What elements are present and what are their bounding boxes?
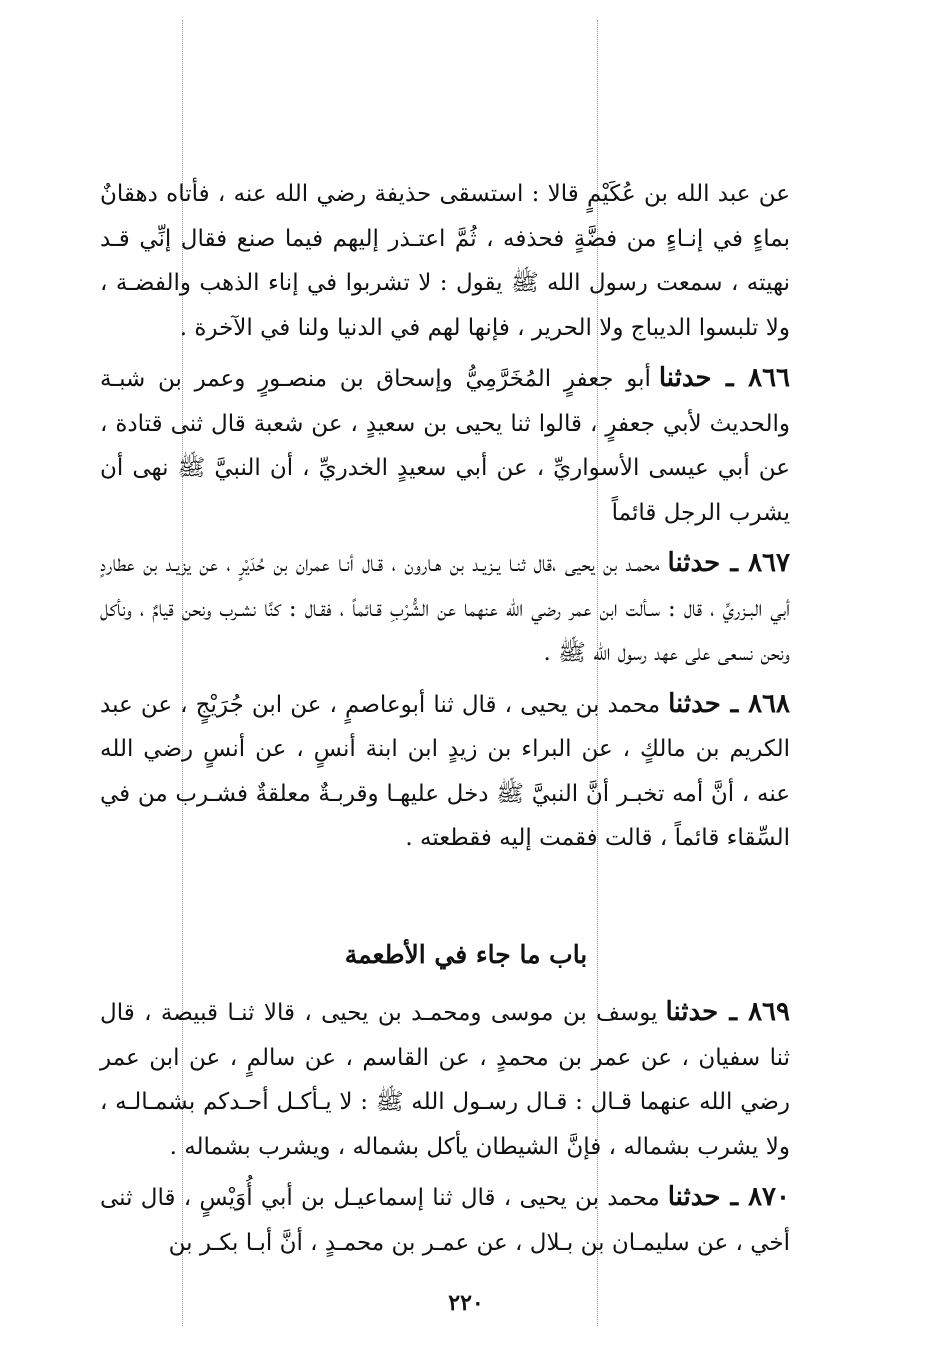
hadith-868 <box>100 682 790 861</box>
text-block-bottom <box>100 990 790 1265</box>
hadith-text: محمد بن يحيى ، قال ثنا إسماعيـل بن أبي أُوَيْسٍ ، قال ثنى أخي ، عن سليمـان بن بـلال ، عن عمـر بن محمـدٍ ، أنَّ أبـا بكـر بن <box>100 1185 790 1256</box>
hadith-number: ٨٦٦ ـ حدثنا <box>658 363 791 393</box>
hadith-number: ٨٦٧ ـ حدثنا <box>667 548 790 578</box>
hadith-text: محمـد بن يحيى ،قال ثنـا يـزيـد بن هـارون ، قـال أنـا عمران بن حُدَيْرٍ ، عن يزيـد بن عطاردٍ أبي البـزريِّ ، قال : سـألت ابن عمر رضي الله عنهما عن الشُّرْبِ قـائماً ، فقـال : كنَّا نشـرب ونحن قيامٌ ، ونأكل ونحن نسعى على عهد رسول الله ﷺ . <box>100 551 790 666</box>
hadith-text: محمد بن يحيى ، قال ثنا أبوعاصمٍ ، عن ابن جُرَيْجٍ ، عن عبد الكريم بن مالكٍ ، عن البراء بن زيدٍ ابن ابنة أنسٍ ، عن أنسٍ رضي الله عنه ، أنَّ أمه تخبـر أنَّ النبيَّ ﷺ دخل عليهـا وقربـةٌ معلقةٌ فشـرب من في السِّقاء قائماً ، قالت فقمت إليه فقطعته . <box>100 691 790 851</box>
paragraph-continuation <box>100 172 790 350</box>
text-block-top <box>100 172 790 861</box>
hadith-870 <box>100 1175 790 1265</box>
hadith-text: أبو جعفرٍ المُخَرَّمِيُّ وإسحاق بن منصـورٍ وعمر بن شبـة والحديث لأبي جعفرٍ ، قالوا ثنا يحيى بن سعيدٍ ، عن شعبة قال ثنى قتادة ، عن أبي عيسى الأسواريِّ ، عن أبي سعيدٍ الخدريِّ ، أن النبيَّ ﷺ نهى أن يشرب الرجل قائماً <box>100 366 790 526</box>
hadith-869 <box>100 990 790 1169</box>
hadith-number: ٨٦٨ ـ حدثنا <box>668 688 790 719</box>
hadith-number: ٨٦٩ ـ حدثنا <box>665 997 790 1027</box>
section-heading: باب ما جاء في الأطعمة <box>344 940 588 969</box>
hadith-text: يوسف بن موسى ومحمـد بن يحيى ، قالا ثنـا قبيصة ، قال ثنا سفيان ، عن عمر بن محمدٍ ، عن القاسم ، عن سالمٍ ، عن ابن عمر رضي الله عنهما قـال : قـال رسـول الله ﷺ : لا يـأكـل أحـدكم بشمـالـه ، ولا يشرب بشماله ، فإنَّ الشيطان يأكل بشماله ، ويشرب بشماله . <box>100 1000 790 1160</box>
hadith-867 <box>100 541 790 676</box>
hadith-866 <box>100 356 790 535</box>
page-number: ٢٢٠ <box>448 1290 484 1316</box>
paragraph-text: عن عبد الله بن عُكَيْمٍ قالا : استسقى حذيفة رضي الله عنه ، فأتاه دهقانٌ بماءٍ في إنـاءٍ من فضَّةٍ فحذفه ، ثُمَّ اعتـذر إليهم فيما صنع فقال إنِّي قـد نهيته ، سمعت رسول الله ﷺ يقول : لا تشربوا في إناء الذهب والفضـة ، ولا تلبسوا الديباج ولا الحرير ، فإنها لهم في الدنيا ولنا في الآخرة . <box>100 181 790 341</box>
hadith-number: ٨٧٠ ـ حدثنا <box>667 1182 790 1212</box>
